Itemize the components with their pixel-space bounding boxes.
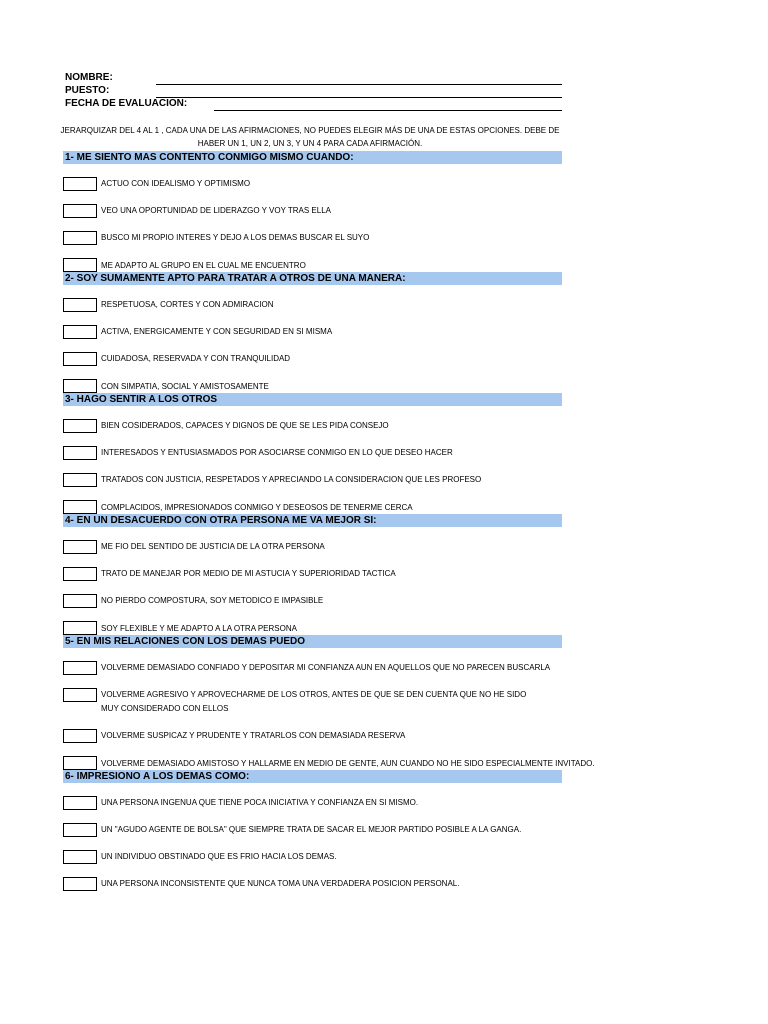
option-text: UNA PERSONA INCONSISTENTE QUE NUNCA TOMA UNA VERDADERA POSICION PERSONAL. [101, 879, 460, 888]
rank-input[interactable] [63, 729, 97, 743]
section-title: 2- SOY SUMAMENTE APTO PARA TRATAR A OTROS DE UNA MANERA: [63, 272, 562, 285]
option-text: BIEN COSIDERADOS, CAPACES Y DIGNOS DE QUE SE LES PIDA CONSEJO [101, 421, 389, 430]
option-text: TRATADOS CON JUSTICIA, RESPETADOS Y APRECIANDO LA CONSIDERACION QUE LES PROFESO [101, 475, 482, 484]
rank-input[interactable] [63, 500, 97, 514]
option-text: UNA PERSONA INGENUA QUE TIENE POCA INICIATIVA Y CONFIANZA EN SI MISMO. [101, 798, 419, 807]
option-text: NO PIERDO COMPOSTURA, SOY METODICO E IMPASIBLE [101, 596, 324, 605]
rank-input[interactable] [63, 204, 97, 218]
rank-input[interactable] [63, 850, 97, 864]
option-text: VOLVERME SUSPICAZ Y PRUDENTE Y TRATARLOS CON DEMASIADA RESERVA [101, 731, 406, 740]
rank-input[interactable] [63, 379, 97, 393]
instructions: JERARQUIZAR DEL 4 AL 1 , CADA UNA DE LAS AFIRMACIONES, NO PUEDES ELEGIR MÁS DE UNA DE ESTAS OPCIONES. DEBE DE HABER UN 1, UN 2, UN 3, Y UN 4 PARA CADA AFIRMACIÓN. [60, 126, 560, 148]
rank-input[interactable] [63, 877, 97, 891]
name-label: NOMBRE: [65, 72, 113, 83]
section-title: 3- HAGO SENTIR A LOS OTROS [63, 393, 562, 406]
section-title: 6- IMPRESIONO A LOS DEMAS COMO: [63, 770, 562, 783]
rank-input[interactable] [63, 688, 97, 702]
rank-input[interactable] [63, 796, 97, 810]
rank-input[interactable] [63, 621, 97, 635]
rank-input[interactable] [63, 325, 97, 339]
option-text: UN "AGUDO AGENTE DE BOLSA" QUE SIEMPRE TRATA DE SACAR EL MEJOR PARTIDO POSIBLE A LA GANGA. [101, 825, 522, 834]
option-text: VOLVERME AGRESIVO Y APROVECHARME DE LOS OTROS, ANTES DE QUE SE DEN CUENTA QUE NO HE SIDO MUY CONSIDERADO CON ELLOS [101, 690, 527, 713]
section-title: 1- ME SIENTO MAS CONTENTO CONMIGO MISMO CUANDO: [63, 151, 562, 164]
rank-input[interactable] [63, 298, 97, 312]
rank-input[interactable] [63, 177, 97, 191]
option-text: UN INDIVIDUO OBSTINADO QUE ES FRIO HACIA LOS DEMAS. [101, 852, 337, 861]
position-label: PUESTO: [65, 85, 110, 96]
rank-input[interactable] [63, 567, 97, 581]
section-title: 5- EN MIS RELACIONES CON LOS DEMAS PUEDO [63, 635, 562, 648]
name-field[interactable] [156, 84, 562, 85]
rank-input[interactable] [63, 446, 97, 460]
evaluation-date-field[interactable] [214, 110, 562, 111]
rank-input[interactable] [63, 419, 97, 433]
option-text: COMPLACIDOS, IMPRESIONADOS CONMIGO Y DESEOSOS DE TENERME CERCA [101, 503, 413, 512]
option-text: ACTUO CON IDEALISMO Y OPTIMISMO [101, 179, 251, 188]
option-text: ME FIO DEL SENTIDO DE JUSTICIA DE LA OTRA PERSONA [101, 542, 325, 551]
position-field[interactable] [156, 97, 562, 98]
rank-input[interactable] [63, 594, 97, 608]
rank-input[interactable] [63, 661, 97, 675]
option-text: BUSCO MI PROPIO INTERES Y DEJO A LOS DEMAS BUSCAR EL SUYO [101, 233, 370, 242]
section-title: 4- EN UN DESACUERDO CON OTRA PERSONA ME VA MEJOR SI: [63, 514, 562, 527]
option-text: TRATO DE MANEJAR POR MEDIO DE MI ASTUCIA Y SUPERIORIDAD TACTICA [101, 569, 396, 578]
option-text: ME ADAPTO AL GRUPO EN EL CUAL ME ENCUENTRO [101, 261, 306, 270]
rank-input[interactable] [63, 756, 97, 770]
rank-input[interactable] [63, 473, 97, 487]
evaluation-date-label: FECHA DE EVALUACION: [65, 98, 188, 109]
option-text: ACTIVA, ENERGICAMENTE Y CON SEGURIDAD EN SI MISMA [101, 327, 333, 336]
option-text: INTERESADOS Y ENTUSIASMADOS POR ASOCIARSE CONMIGO EN LO QUE DESEO HACER [101, 448, 453, 457]
rank-input[interactable] [63, 540, 97, 554]
rank-input[interactable] [63, 352, 97, 366]
rank-input[interactable] [63, 231, 97, 245]
option-text: VEO UNA OPORTUNIDAD DE LIDERAZGO Y VOY TRAS ELLA [101, 206, 331, 215]
rank-input[interactable] [63, 258, 97, 272]
option-text: VOLVERME DEMASIADO AMISTOSO Y HALLARME EN MEDIO DE GENTE, AUN CUANDO NO HE SIDO ESPECIALMENTE INVITADO. [101, 759, 595, 768]
option-text: CON SIMPATIA, SOCIAL Y AMISTOSAMENTE [101, 382, 269, 391]
option-text: SOY FLEXIBLE Y ME ADAPTO A LA OTRA PERSONA [101, 624, 297, 633]
option-text: VOLVERME DEMASIADO CONFIADO Y DEPOSITAR MI CONFIANZA AUN EN AQUELLOS QUE NO PARECEN BUSCARLA [101, 663, 551, 672]
option-text: RESPETUOSA, CORTES Y CON ADMIRACION [101, 300, 274, 309]
rank-input[interactable] [63, 823, 97, 837]
option-text: CUIDADOSA, RESERVADA Y CON TRANQUILIDAD [101, 354, 291, 363]
